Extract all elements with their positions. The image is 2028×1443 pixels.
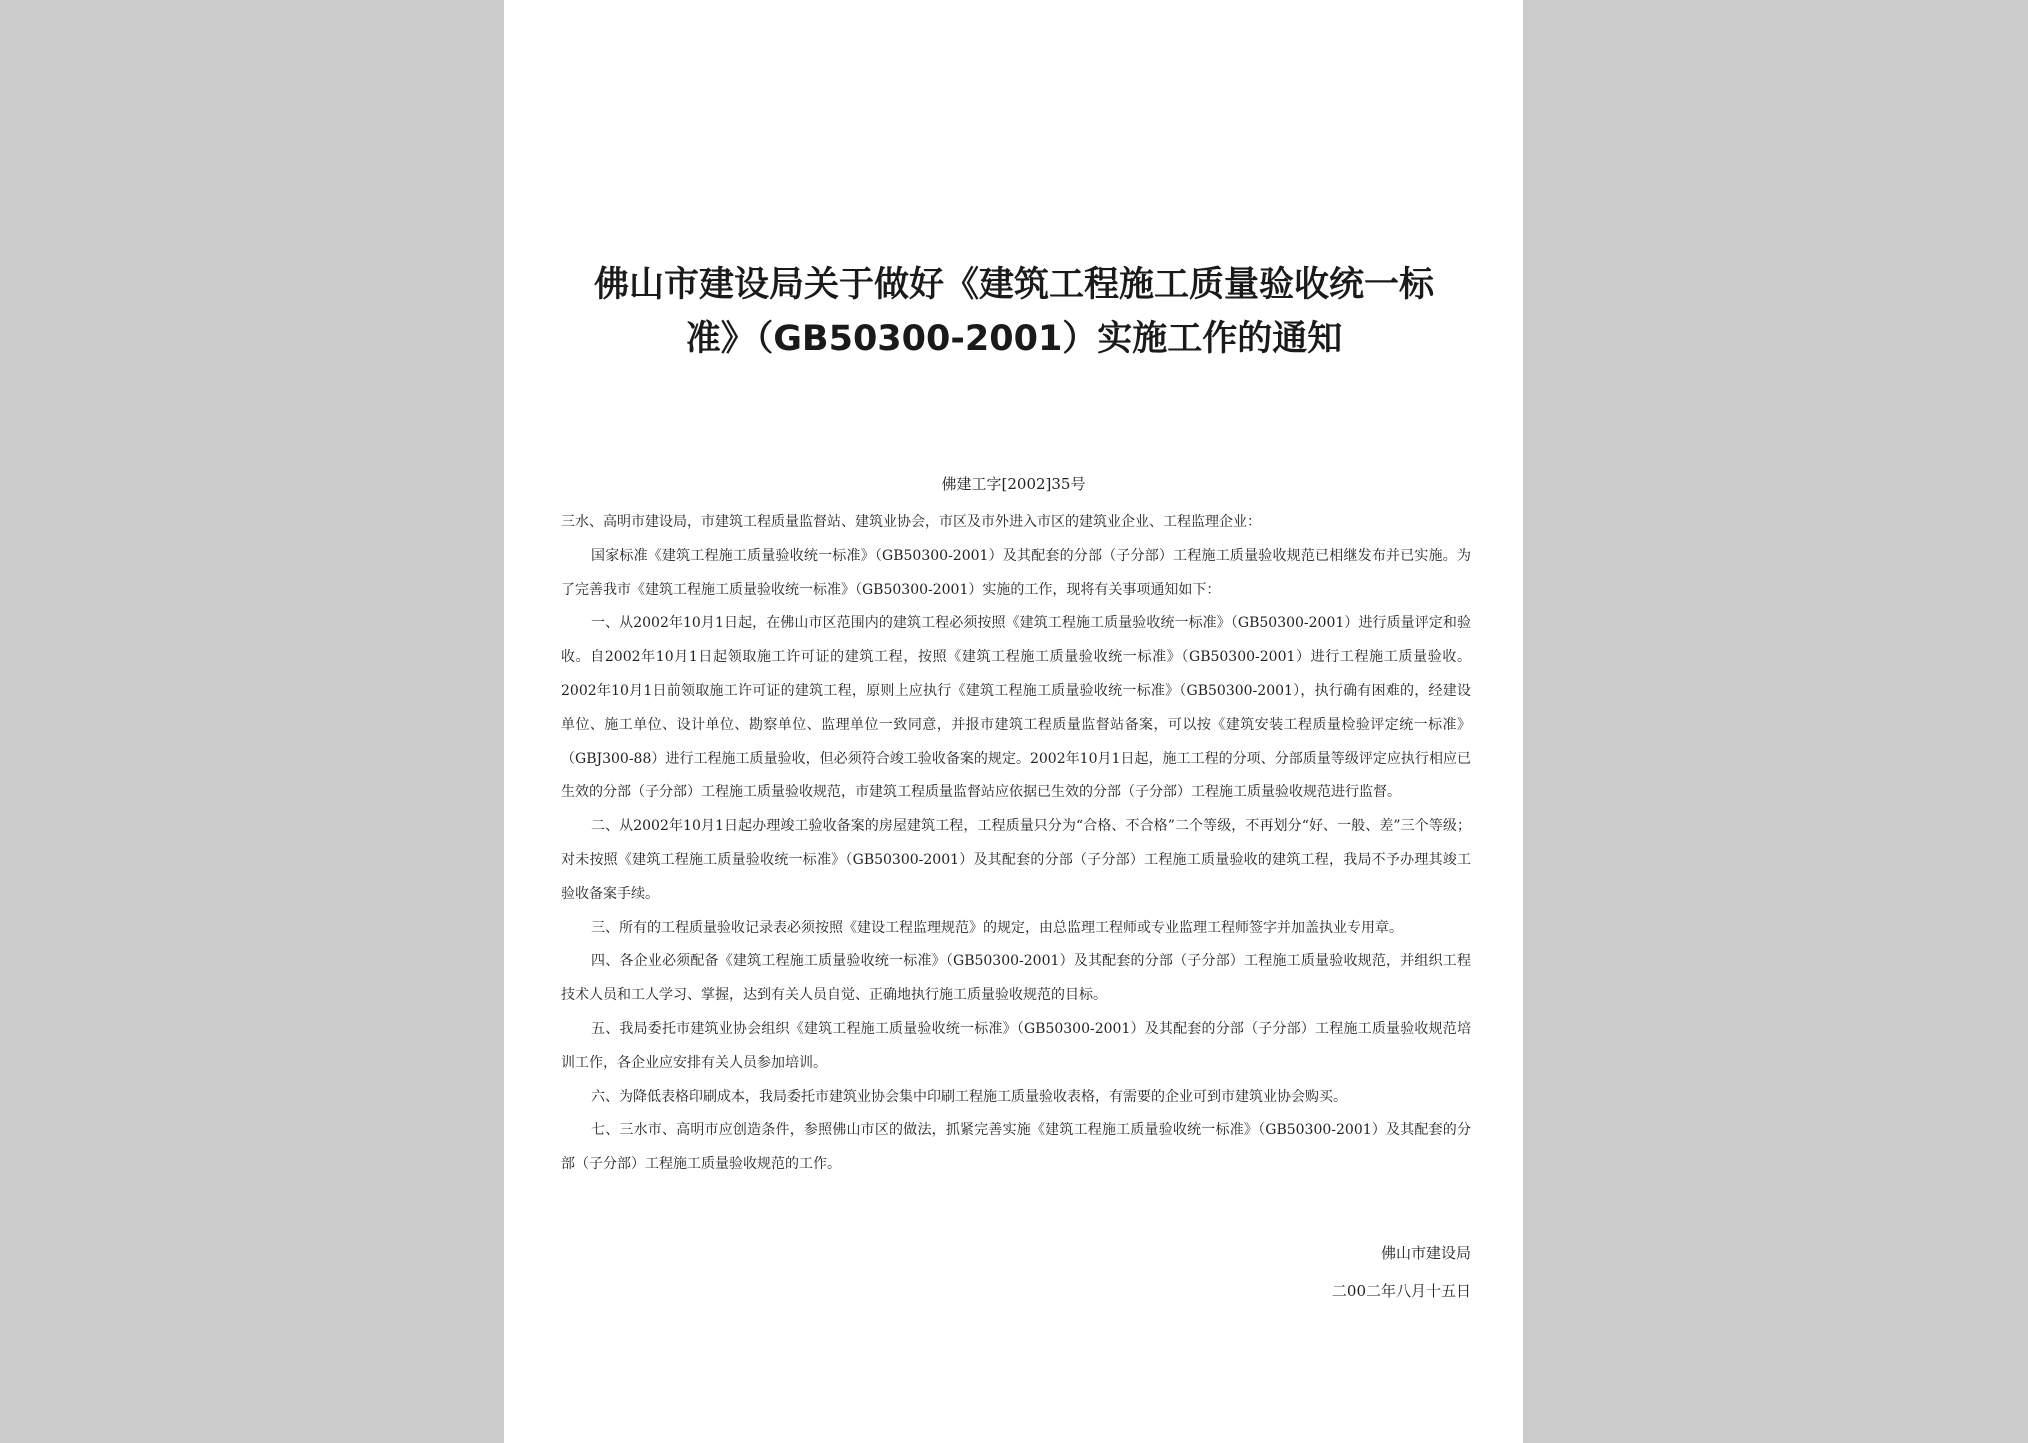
signer: 佛山市建设局: [1380, 1244, 1471, 1262]
item-6-paragraph: 六、为降低表格印刷成本，我局委托市建筑业协会集中印刷工程施工质量验收表格，有需要的企业可到市建筑业协会购买。: [591, 1088, 1347, 1105]
document-body: [561, 506, 1471, 1182]
item-1-paragraph: 一、从2002年10月1日起，在佛山市区范围内的建筑工程必须按照《建筑工程施工质量验收统一标准》（GB50300-2001）进行质量评定和验收。自2002年10月1日起领取施工许可证的建筑工程，按照《建筑工程施工质量验收统一标准》（GB50300-2001）进行工程施工质量验收。2002年10月1日前领取施工许可证的建筑工程，原则上应执行《建筑工程施工质量验收统一标准》（GB50300-2001），执行确有困难的，经建设单位、施工单位、设计单位、勘察单位、监理单位一致同意，并报市建筑工程质量监督站备案，可以按《建筑安装工程质量检验评定统一标准》（GBJ300-88）进行工程施工质量验收，但必须符合竣工验收备案的规定。2002年10月1日起，施工工程的分项、分部质量等级评定应执行相应已生效的分部（子分部）工程施工质量验收规范，市建筑工程质量监督站应依据已生效的分部（子分部）工程施工质量验收规范进行监督。: [561, 615, 1471, 801]
title-line-2: 准》（GB50300-2001）实施工作的通知: [685, 319, 1343, 359]
intro-paragraph: 国家标准《建筑工程施工质量验收统一标准》（GB50300-2001）及其配套的分部（子分部）工程施工质量验收规范已相继发布并已实施。为了完善我市《建筑工程施工质量验收统一标准》（GB50300-2001）实施的工作，现将有关事项通知如下：: [561, 547, 1471, 598]
item-5-paragraph: 五、我局委托市建筑业协会组织《建筑工程施工质量验收统一标准》（GB50300-2001）及其配套的分部（子分部）工程施工质量验收规范培训工作，各企业应安排有关人员参加培训。: [561, 1020, 1471, 1071]
item-7-paragraph: 七、三水市、高明市应创造条件，参照佛山市区的做法，抓紧完善实施《建筑工程施工质量验收统一标准》（GB50300-2001）及其配套的分部（子分部）工程施工质量验收规范的工作。: [561, 1122, 1471, 1173]
item-4-paragraph: 四、各企业必须配备《建筑工程施工质量验收统一标准》（GB50300-2001）及其配套的分部（子分部）工程施工质量验收规范，并组织工程技术人员和工人学习、掌握，达到有关人员自觉、正确地执行施工质量验收规范的目标。: [561, 953, 1471, 1004]
document-page: [504, 0, 1523, 1443]
title-line-1: 佛山市建设局关于做好《建筑工程施工质量验收统一标: [593, 265, 1434, 305]
signature-date: 二00二年八月十五日: [1331, 1282, 1471, 1300]
document-number: 佛建工字[2002]35号: [941, 475, 1086, 493]
item-2-paragraph: 二、从2002年10月1日起办理竣工验收备案的房屋建筑工程，工程质量只分为“合格、不合格”二个等级，不再划分“好、一般、差”三个等级；对未按照《建筑工程施工质量验收统一标准》（GB50300-2001）及其配套的分部（子分部）工程施工质量验收的建筑工程，我局不予办理其竣工验收备案手续。: [561, 818, 1471, 902]
document-title: [544, 258, 1484, 366]
item-3-paragraph: 三、所有的工程质量验收记录表必须按照《建设工程监理规范》的规定，由总监理工程师或专业监理工程师签字并加盖执业专用章。: [591, 919, 1403, 936]
addressee-paragraph: 三水、高明市建设局，市建筑工程质量监督站、建筑业协会，市区及市外进入市区的建筑业企业、工程监理企业：: [561, 514, 1261, 530]
